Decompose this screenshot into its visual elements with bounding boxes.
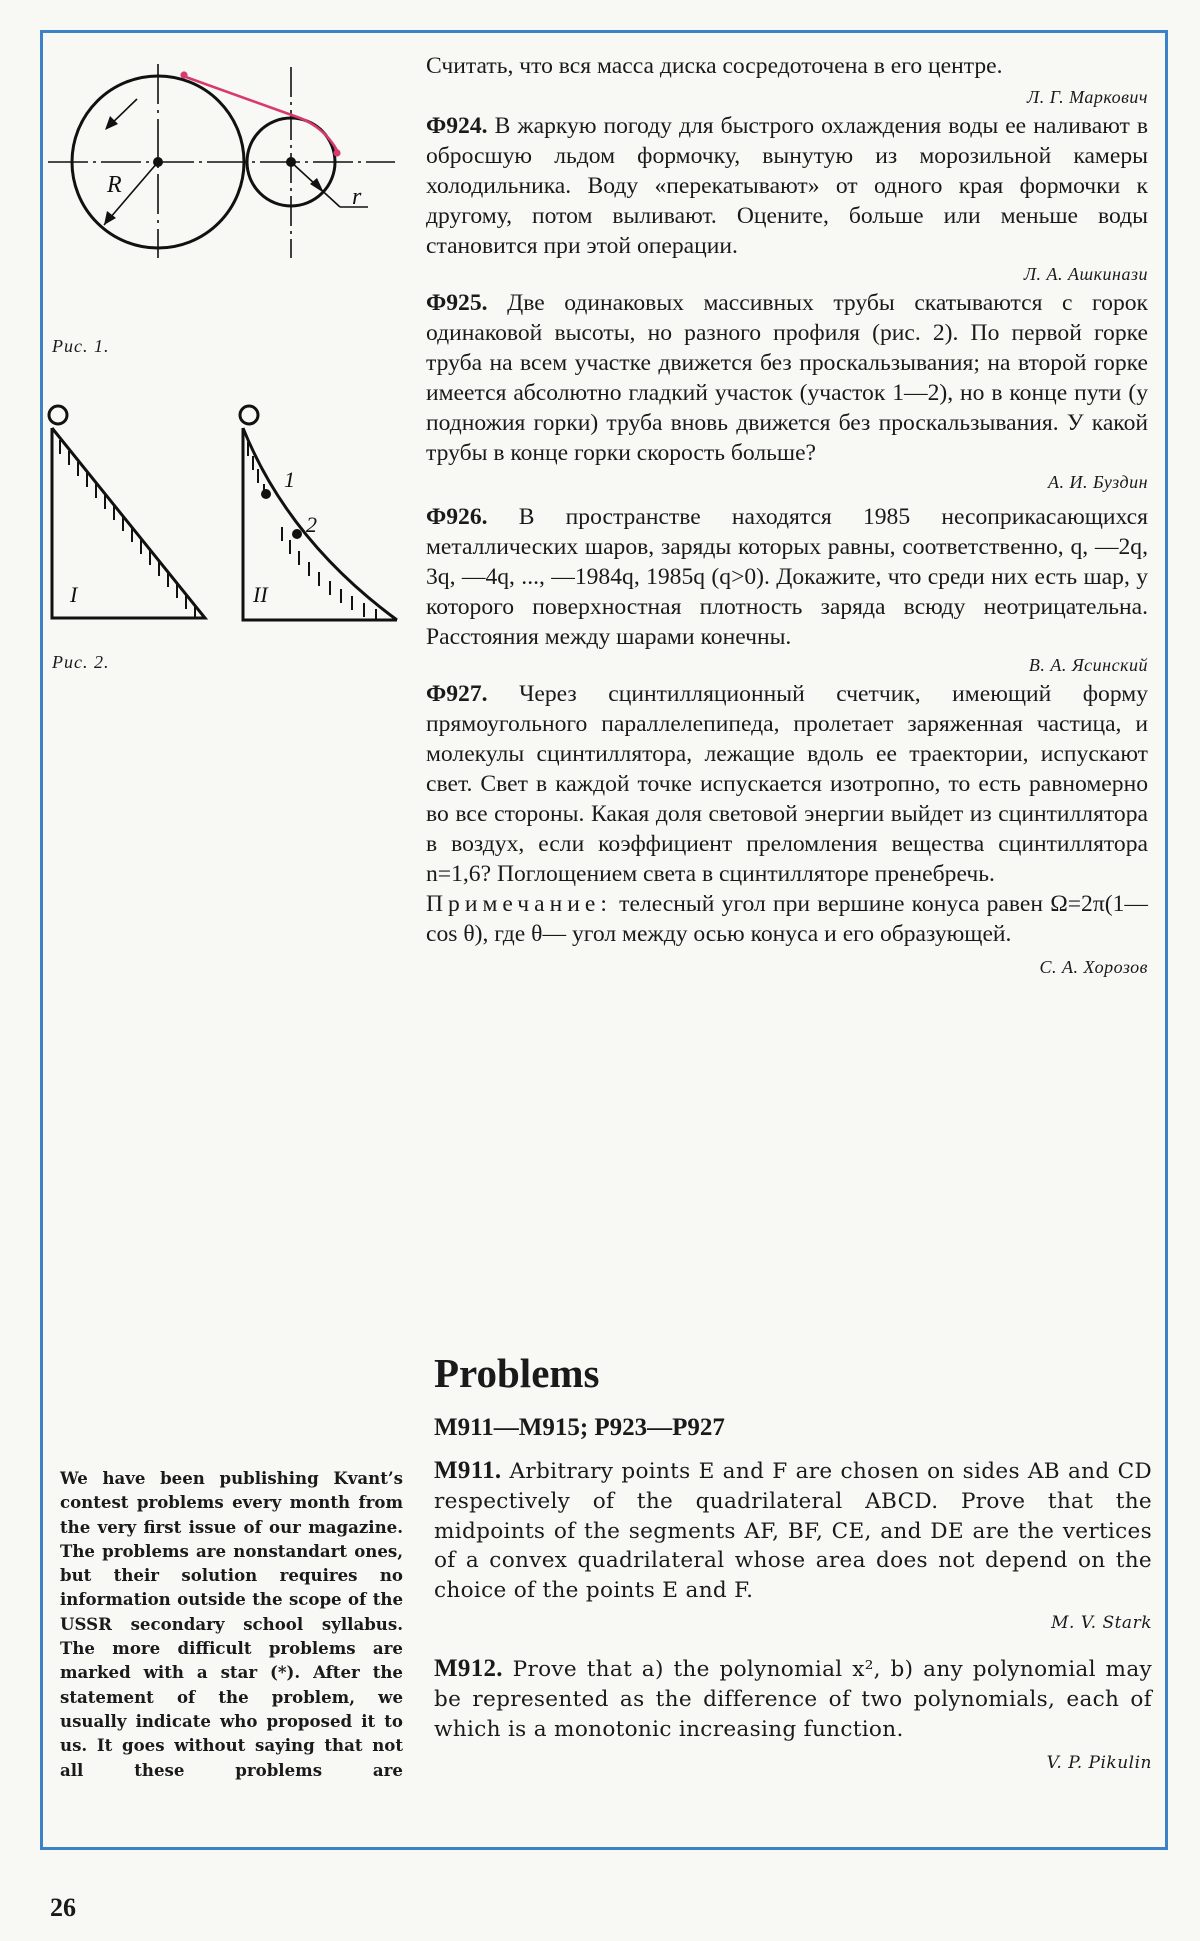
label-r: r: [352, 184, 362, 210]
author: M. V. Stark: [1051, 1612, 1152, 1633]
problem-number: M911.: [434, 1457, 502, 1484]
sidebar-note: We have been publishing Kvant’s contest problems every month from the very first issue of our magazine. The problems are nonstandart ones, but their solution requires no information outside the scope of the USSR secondary school syllabus. The more difficult problems are marked with a star (*). After the statement of the problem, we usually indicate who proposed it to us. It goes without saying that not all these problems are: [60, 1468, 403, 1780]
author: В. А. Ясинский: [1028, 655, 1148, 676]
section-heading: Problems: [434, 1350, 600, 1396]
problem-number: M912.: [434, 1654, 503, 1682]
author: А. И. Буздин: [1048, 471, 1148, 492]
intro-paragraph: Считать, что вся масса диска сосредоточена в его центре.: [426, 53, 1003, 79]
label-slope-II: II: [253, 582, 268, 607]
figure-1-caption: Рис. 1.: [52, 336, 110, 356]
figure-2-caption: Рис. 2.: [52, 652, 110, 672]
note-label: Примечание:: [426, 890, 612, 917]
figure-2-slopes-diagram: [40, 395, 410, 635]
problem-f924: [426, 112, 1148, 262]
section-subheading: M911—M915; P923—P927: [434, 1414, 725, 1441]
author: С. А. Хорозов: [1039, 956, 1148, 977]
problem-text: В жаркую погоду для быстрого охлаждения воды ее наливают в обросшую льдом формочку, вынутую из морозильной камеры холодильника. Воду «перекатывают» от одного края формочки к другому, потом выливают. Оцените, больше или меньше воды становится при этой операции.: [426, 112, 1148, 259]
problem-text: В пространстве находятся 1985 несоприкасающихся металлических шаров, заряды которых равны, соответственно, q, —2q, 3q, —4q, ..., —1984q, 1985q (q>0). Докажите, что среди них есть шар, у которого поверхностная плотность заряда всюду неотрицательна. Расстояния между шарами конечны.: [426, 503, 1148, 650]
author: V. P. Pikulin: [1046, 1753, 1152, 1774]
label-point-2: 2: [306, 512, 317, 537]
author: Л. А. Ашкинази: [1023, 264, 1148, 285]
english-problems-column: [434, 1456, 1152, 1776]
problem-m911: [434, 1456, 1152, 1606]
label-slope-I: I: [70, 582, 78, 607]
problem-number: Ф927.: [426, 681, 488, 708]
problem-f927: [426, 680, 1148, 889]
problem-f927-note: [426, 890, 1148, 950]
label-R: R: [107, 172, 122, 198]
problem-m912: [434, 1654, 1152, 1744]
author: Л. Г. Маркович: [1027, 86, 1148, 107]
page-number: 26: [50, 1893, 76, 1922]
problem-f925: [426, 289, 1148, 468]
problem-text: Через сцинтилляционный счетчик, имеющий форму прямоугольного параллелепипеда, пролетает заряженная частица, и молекулы сцинтиллятора, лежащие вдоль ее траектории, испускают свет. Свет в каждой точке испускается изотропно, то есть равномерно во все стороны. Какая доля световой энергии выйдет из сцинтиллятора в воздух, если коэффициент преломления вещества сцинтиллятора n=1,6? Поглощением света в сцинтилляторе пренебречь.: [426, 681, 1148, 887]
problem-text: Arbitrary points E and F are chosen on sides AB and CD respectively of the quadrilateral ABCD. Prove that the midpoints of the segments AF, BF, CE, and DE are the vertices of a convex quadrilateral whose area does not depend on the choice of the points E and F.: [434, 1459, 1153, 1604]
figure-1-discs-diagram: [40, 30, 420, 350]
problem-text: Две одинаковых массивных трубы скатываются с горок одинаковой высоты, но разного профиля (рис. 2). По первой горке труба на всем участке движется без проскальзывания; на второй горке имеется абсолютно гладкий участок (участок 1—2), но в конце пути (у подножия горки) труба вновь движется без проскальзывания. У какой трубы в конце горки скорость больше?: [426, 290, 1148, 466]
label-point-1: 1: [284, 467, 295, 492]
russian-problems-column: [426, 52, 1148, 980]
problem-number: Ф925.: [426, 290, 488, 317]
problem-text: Prove that a) the polynomial x², b) any polynomial may be represented as the difference of two polynomials, each of which is a monotonic increasing function.: [434, 1656, 1152, 1742]
problem-f926: [426, 503, 1148, 653]
note-text: телесный угол при вершине конуса равен Ω=2π(1—cos θ), где θ— угол между осью конуса и его образующей.: [426, 890, 1149, 947]
problem-number: Ф926.: [426, 503, 488, 530]
problem-number: Ф924.: [426, 112, 488, 139]
